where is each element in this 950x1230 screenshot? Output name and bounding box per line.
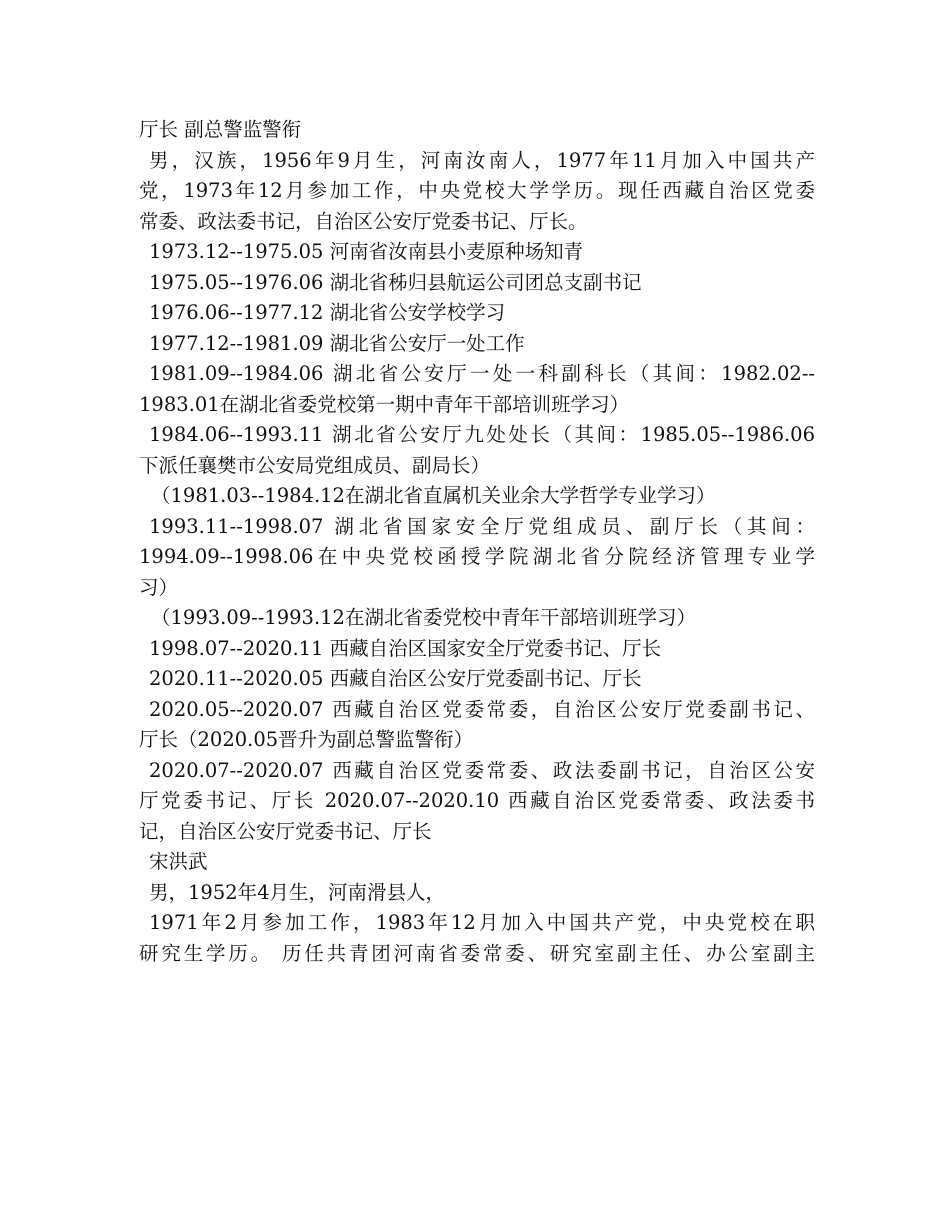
text-line: 1981.09--1984.06 湖北省公安厅一处一科副科长（其间：1982.02-- [149, 362, 815, 385]
text-line: （1981.03--1984.12在湖北省直属机关业余大学哲学专业学习） [151, 484, 716, 507]
text-line: 厅长 副总警监警衔 [139, 118, 302, 141]
text-line: 1977.12--1981.09 湖北省公安厅一处工作 [149, 331, 525, 355]
text-line: 1998.07--2020.11 西藏自治区国家安全厅党委书记、厅长 [149, 636, 662, 660]
text-line: 2020.05--2020.07 西藏自治区党委常委，自治区公安厅党委副书记、 [149, 697, 815, 721]
text-line: 1993.11--1998.07 湖北省国家安全厅党组成员、副厅长（其间： [149, 514, 815, 538]
text-line: 厅长（2020.05晋升为副总警监警衔） [139, 728, 474, 751]
text-line: 厅党委书记、厅长 2020.07--2020.10 西藏自治区党委常委、政法委书 [139, 789, 815, 812]
text-line: 党，1973年12月参加工作，中央党校大学学历。现任西藏自治区党委 [139, 179, 815, 202]
text-line: 记，自治区公安厅党委书记、厅长 [139, 819, 432, 843]
text-line: 1994.09--1998.06在中央党校函授学院湖北省分院经济管理专业学 [139, 545, 815, 568]
text-line: 1975.05--1976.06 湖北省秭归县航运公司团总支副书记 [149, 270, 642, 294]
text-line: （1993.09--1993.12在湖北省委党校中青年干部培训班学习） [151, 606, 696, 629]
text-line: 1976.06--1977.12 湖北省公安学校学习 [149, 301, 506, 324]
text-line: 男，汉族，1956年9月生，河南汝南人，1977年11月加入中国共产 [149, 148, 815, 172]
text-line: 1983.01在湖北省委党校第一期中青年干部培训班学习） [139, 392, 630, 416]
text-line: 2020.07--2020.07 西藏自治区党委常委、政法委副书记，自治区公安 [149, 758, 815, 782]
text-line: 1971年2月参加工作，1983年12月加入中国共产党，中央党校在职 [149, 911, 815, 934]
text-line: 男，1952年4月生，河南滑县人， [149, 880, 446, 904]
text-line: 下派任襄樊市公安局党组成员、副局长） [139, 453, 491, 477]
person-name: 宋洪武 [149, 850, 208, 873]
text-line: 研究生学历。 历任共青团河南省委常委、研究室副主任、办公室副主 [139, 941, 815, 965]
text-line: 常委、政法委书记，自治区公安厅党委书记、厅长。 [139, 209, 588, 233]
document-page [139, 115, 815, 969]
text-line: 1984.06--1993.11 湖北省公安厅九处处长（其间：1985.05--1986.06 [149, 423, 815, 446]
text-line: 2020.11--2020.05 西藏自治区公安厅党委副书记、厅长 [149, 667, 642, 690]
text-line: 习） [139, 575, 179, 599]
text-line: 1973.12--1975.05 河南省汝南县小麦原种场知青 [149, 240, 584, 263]
